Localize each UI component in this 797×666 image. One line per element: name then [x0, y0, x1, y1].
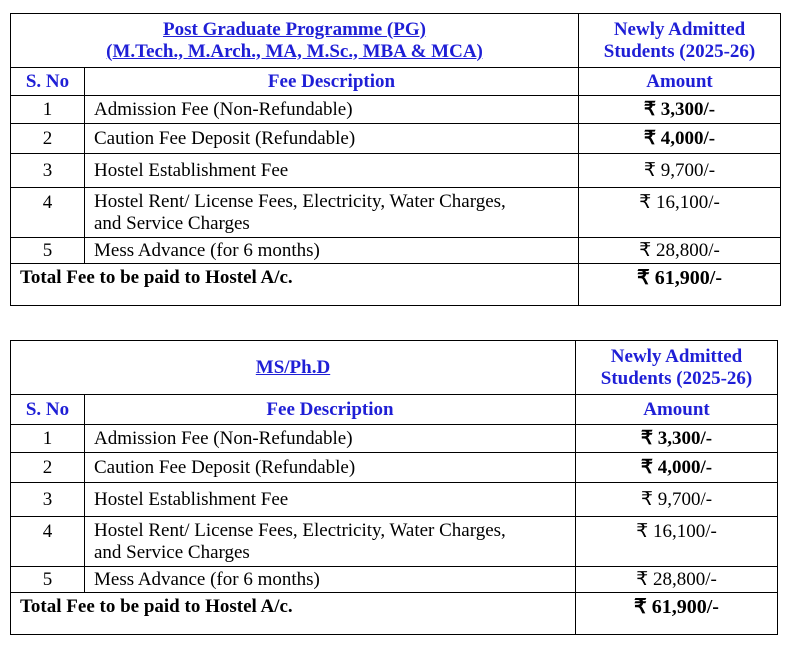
right-header: [576, 341, 778, 395]
total-amount: ₹ 61,900/-: [579, 264, 781, 306]
row-sno: 3: [11, 483, 85, 517]
row-sno: 4: [11, 188, 85, 238]
row-amount: ₹ 28,800/-: [579, 238, 781, 264]
col-header-desc: Fee Description: [85, 68, 579, 96]
title-line-1: MS/Ph.D: [255, 356, 331, 378]
col-header-sno: S. No: [11, 68, 85, 96]
table-row: [11, 567, 778, 593]
right-header-line-2: Students (2025-26): [603, 40, 756, 62]
total-amount: ₹ 61,900/-: [576, 593, 778, 635]
col-header-amount: Amount: [579, 68, 781, 96]
row-desc: Mess Advance (for 6 months): [85, 238, 579, 264]
row-desc: Admission Fee (Non-Refundable): [85, 96, 579, 124]
table-row: [11, 238, 781, 264]
title-line-2: (M.Tech., M.Arch., MA, M.Sc., MBA & MCA): [106, 40, 483, 62]
total-row: [11, 264, 781, 306]
row-amount: ₹ 4,000/-: [579, 124, 781, 154]
row-sno: 1: [11, 96, 85, 124]
table-row: [11, 124, 781, 154]
row-desc-line-1: Hostel Rent/ License Fees, Electricity, Water Charges,: [94, 190, 506, 212]
row-amount: ₹ 28,800/-: [576, 567, 778, 593]
row-desc: [85, 517, 576, 567]
row-sno: 3: [11, 154, 85, 188]
row-desc: Admission Fee (Non-Refundable): [85, 425, 576, 453]
row-sno: 2: [11, 453, 85, 483]
row-desc-line-1: Hostel Rent/ License Fees, Electricity, Water Charges,: [94, 519, 506, 541]
row-sno: 5: [11, 238, 85, 264]
row-amount: ₹ 9,700/-: [579, 154, 781, 188]
phd-fee-table: [10, 340, 778, 635]
row-desc: Caution Fee Deposit (Refundable): [85, 453, 576, 483]
table-row: [11, 483, 778, 517]
right-header-line-1: Newly Admitted: [613, 18, 746, 40]
table-row: [11, 154, 781, 188]
row-desc: [85, 188, 579, 238]
pg-fee-table: [10, 13, 781, 306]
table-title: [11, 341, 576, 395]
right-header: [579, 14, 781, 68]
row-amount: ₹ 3,300/-: [579, 96, 781, 124]
row-amount: ₹ 16,100/-: [579, 188, 781, 238]
row-sno: 4: [11, 517, 85, 567]
row-desc: Hostel Establishment Fee: [85, 483, 576, 517]
col-header-sno: S. No: [11, 395, 85, 425]
total-row: [11, 593, 778, 635]
row-amount: ₹ 16,100/-: [576, 517, 778, 567]
row-amount: ₹ 9,700/-: [576, 483, 778, 517]
table-row: [11, 425, 778, 453]
row-sno: 2: [11, 124, 85, 154]
row-sno: 1: [11, 425, 85, 453]
row-desc: Caution Fee Deposit (Refundable): [85, 124, 579, 154]
title-line-1: Post Graduate Programme (PG): [163, 18, 426, 40]
table-row: [11, 188, 781, 238]
row-amount: ₹ 3,300/-: [576, 425, 778, 453]
row-amount: ₹ 4,000/-: [576, 453, 778, 483]
right-header-line-1: Newly Admitted: [610, 345, 743, 367]
total-label: Total Fee to be paid to Hostel A/c.: [11, 264, 579, 306]
row-sno: 5: [11, 567, 85, 593]
right-header-line-2: Students (2025-26): [600, 367, 753, 389]
row-desc: Mess Advance (for 6 months): [85, 567, 576, 593]
row-desc-line-2: and Service Charges: [94, 541, 250, 563]
col-header-amount: Amount: [576, 395, 778, 425]
table-row: [11, 453, 778, 483]
row-desc: Hostel Establishment Fee: [85, 154, 579, 188]
col-header-desc: Fee Description: [85, 395, 576, 425]
table-row: [11, 96, 781, 124]
table-title: [11, 14, 579, 68]
total-label: Total Fee to be paid to Hostel A/c.: [11, 593, 576, 635]
table-row: [11, 517, 778, 567]
row-desc-line-2: and Service Charges: [94, 212, 250, 234]
